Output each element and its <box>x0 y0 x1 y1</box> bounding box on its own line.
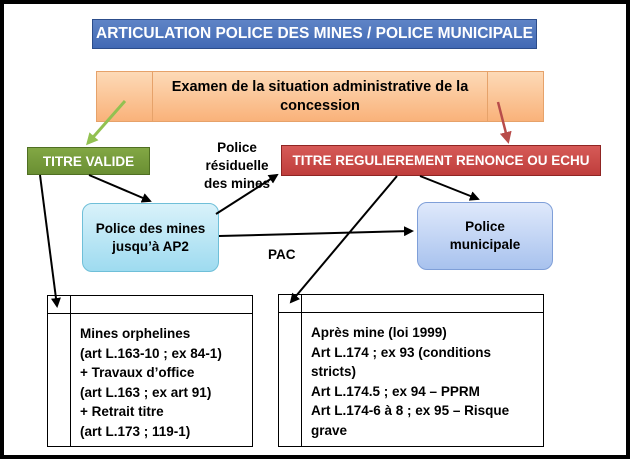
examen-line-2: concession <box>280 97 360 114</box>
connector-arrows <box>4 4 626 455</box>
police-residuelle-line-3: des mines <box>203 176 271 191</box>
arrow-police-mines-to-titre-renonce <box>216 175 277 214</box>
police-residuelle-line-1: Police <box>217 140 257 155</box>
arrow-titre-renonce-to-table-right <box>291 176 397 302</box>
table-left-line-6: (art L.173 ; 119-1) <box>80 423 191 439</box>
table-left-line-5: + Retrait titre <box>80 404 164 419</box>
table-left-line-1: Mines orphelines <box>80 326 191 341</box>
arrow-examen-to-titre-valide <box>88 101 125 143</box>
police-municipale-line-2: municipale <box>449 237 521 252</box>
slide <box>4 4 626 455</box>
table-right-line-4: Art L.174.5 ; ex 94 – PPRM <box>311 383 480 399</box>
arrow-titre-renonce-to-police-municipale <box>420 176 478 199</box>
table-right-line-3: stricts) <box>311 364 357 379</box>
pac-label: PAC <box>268 247 296 262</box>
police-residuelle-line-2: résiduelle <box>205 158 269 173</box>
diagram-title-text: ARTICULATION POLICE DES MINES / POLICE MUNICIPALE <box>96 25 533 42</box>
table-right-line-6: grave <box>311 422 348 438</box>
arrow-police-mines-to-police-municipale <box>219 231 412 236</box>
titre-renonce-text: TITRE REGULIEREMENT RENONCE OU ECHU <box>292 153 590 168</box>
table-left-line-4: (art L.163 ; ex art 91) <box>80 384 212 400</box>
arrow-examen-to-titre-renonce <box>498 102 508 141</box>
table-right-line-1: Après mine (loi 1999) <box>311 325 447 340</box>
table-left-line-2: (art L.163-10 ; ex 84-1) <box>80 345 222 361</box>
police-municipale-line-1: Police <box>465 219 505 234</box>
police-des-mines-line-2: jusqu’à AP2 <box>112 238 189 254</box>
examen-line-1: Examen de la situation administrative de la <box>171 78 469 95</box>
table-right-line-2: Art L.174 ; ex 93 (conditions <box>311 344 492 360</box>
arrow-titre-valide-to-table-left <box>40 175 57 306</box>
table-right-line-5: Art L.174-6 à 8 ; ex 95 – Risque <box>311 403 510 418</box>
arrow-titre-valide-to-police-mines <box>89 175 150 201</box>
titre-valide-text: TITRE VALIDE <box>42 153 135 169</box>
table-left-line-3: + Travaux d’office <box>80 365 195 380</box>
police-des-mines-line-1: Police des mines <box>95 220 206 236</box>
